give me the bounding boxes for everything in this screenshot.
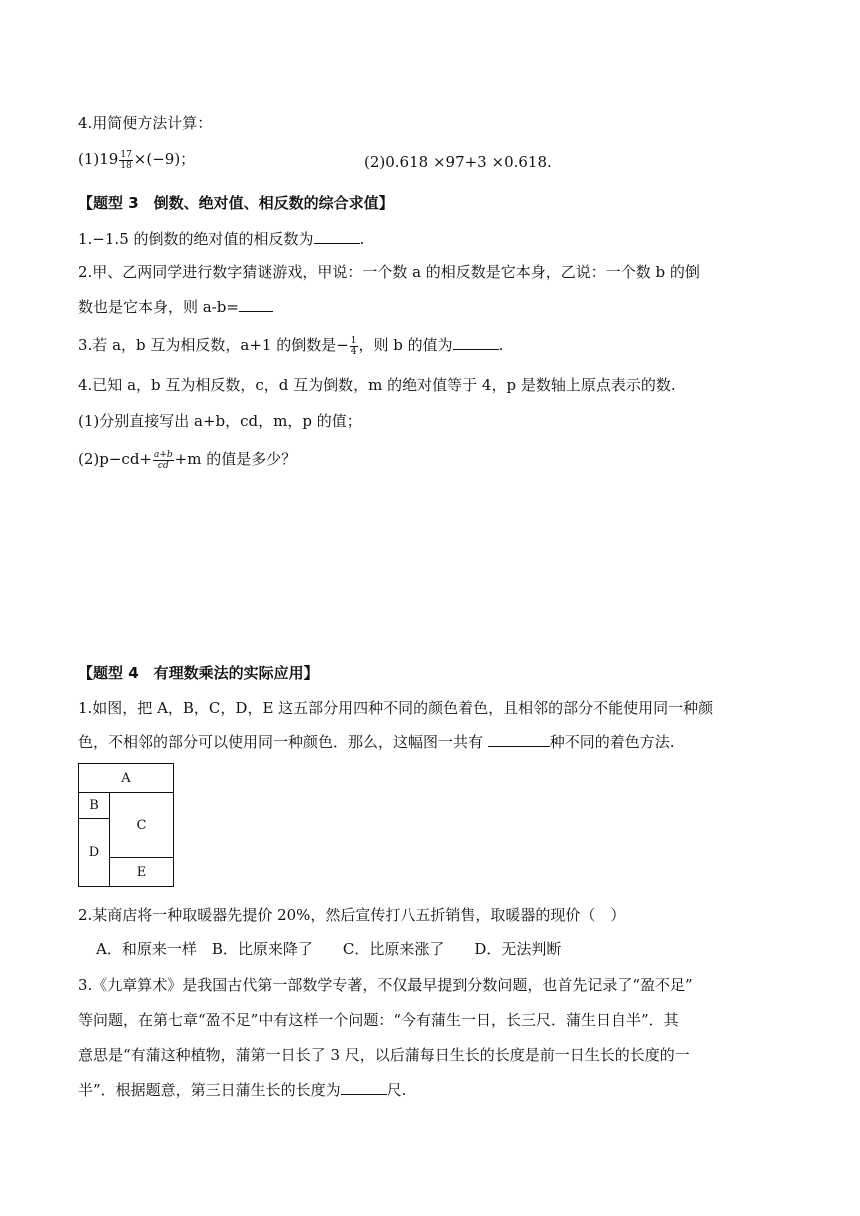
question-4-part-1 — [78, 148, 195, 171]
expression-post: +m 的值是多少？ — [174, 450, 297, 468]
region-e: E — [109, 857, 174, 887]
section-4-question-3-line-2: 等问题，在第七章“盈不足”中有这样一个问题：“今有蒲生一日，长三尺．蒲生日自半”．其 — [78, 1011, 679, 1029]
region-b: B — [78, 792, 110, 819]
section-4-question-1-line-2 — [78, 731, 675, 753]
section-3-title: 【题型 3 倒数、绝对值、相反数的综合求值】 — [78, 194, 394, 212]
section-4-question-3-line-3: 意思是“有蒲这种植物，蒲第一日长了 3 尺，以后蒲每日生长的长度是前一日生长的长度的一 — [78, 1046, 690, 1064]
question-text-pre: 色，不相邻的部分可以使用同一种颜色．那么，这幅图一共有 — [78, 733, 484, 751]
part-label: (2) — [364, 153, 386, 171]
question-end: . — [498, 336, 504, 354]
fraction-numerator: 17 — [120, 149, 132, 160]
answer-blank[interactable] — [488, 732, 550, 747]
expression-pre: (2)p−cd+ — [78, 450, 152, 468]
question-text-pre: 半”．根据题意，第三日蒲生长的长度为 — [78, 1081, 341, 1099]
region-d: D — [78, 818, 110, 887]
section-3-question-1 — [78, 228, 364, 250]
fraction — [153, 450, 174, 471]
answer-blank[interactable] — [453, 335, 499, 350]
section-4-question-2-options: A．和原来一样 B．比原来降了 C．比原来涨了 D．无法判断 — [96, 940, 562, 958]
section-3-question-3 — [78, 334, 503, 357]
fraction — [119, 150, 132, 171]
section-3-question-4-line-1: 4.已知 a，b 互为相反数，c，d 互为倒数，m 的绝对值等于 4，p 是数轴上原点表示的数. — [78, 376, 676, 394]
expression-rest: ×(−9)； — [133, 150, 196, 168]
answer-blank[interactable] — [239, 297, 273, 312]
fraction — [350, 336, 358, 357]
section-4-title: 【题型 4 有理数乘法的实际应用】 — [78, 664, 319, 682]
section-3-question-4-line-3 — [78, 448, 296, 471]
section-3-question-2-line-1: 2.甲、乙两同学进行数字猜谜游戏，甲说：一个数 a 的相反数是它本身，乙说：一个数 b 的倒 — [78, 263, 700, 281]
section-3-question-4-line-2: (1)分别直接写出 a+b，cd，m，p 的值； — [78, 412, 362, 430]
answer-blank[interactable] — [341, 1080, 387, 1095]
question-text-post: ，则 b 的值为 — [358, 336, 453, 354]
question-4-part-2 — [364, 151, 552, 173]
fraction-numerator: a+b — [154, 449, 173, 460]
expression: 0.618 ×97+3 ×0.618. — [385, 153, 552, 171]
region-c: C — [109, 792, 174, 858]
question-text: 数也是它本身，则 a-b= — [78, 298, 239, 316]
question-4-intro: 4.用简便方法计算： — [78, 114, 213, 132]
region-a: A — [78, 763, 174, 793]
question-text-pre: 3.若 a，b 互为相反数，a+1 的倒数是− — [78, 336, 349, 354]
section-4-question-3-line-1: 3.《九章算术》是我国古代第一部数学专著，不仅最早提到分数问题，也首先记录了“盈不足” — [78, 976, 693, 994]
section-4-question-1-line-1: 1.如图，把 A，B，C，D，E 这五部分用四种不同的颜色着色，且相邻的部分不能使用同一种颜 — [78, 699, 714, 717]
fraction-denominator: cd — [157, 460, 169, 471]
mixed-number-whole: 19 — [99, 150, 119, 168]
question-text-post: 种不同的着色方法. — [549, 733, 675, 751]
fraction-denominator: 18 — [120, 160, 132, 171]
question-text-post: 尺. — [386, 1081, 407, 1099]
question-end: . — [359, 230, 365, 248]
answer-blank[interactable] — [314, 229, 360, 244]
section-4-question-2-stem: 2.某商店将一种取暖器先提价 20%，然后宣传打八五折销售，取暖器的现价（ ） — [78, 906, 626, 924]
coloring-figure — [78, 763, 174, 887]
fraction-denominator: 4 — [350, 346, 357, 357]
section-3-question-2-line-2 — [78, 296, 273, 318]
part-label: (1) — [78, 150, 100, 168]
question-text: 1.−1.5 的倒数的绝对值的相反数为 — [78, 230, 314, 248]
fraction-numerator: 1 — [350, 335, 357, 346]
section-4-question-3-line-4 — [78, 1079, 406, 1101]
